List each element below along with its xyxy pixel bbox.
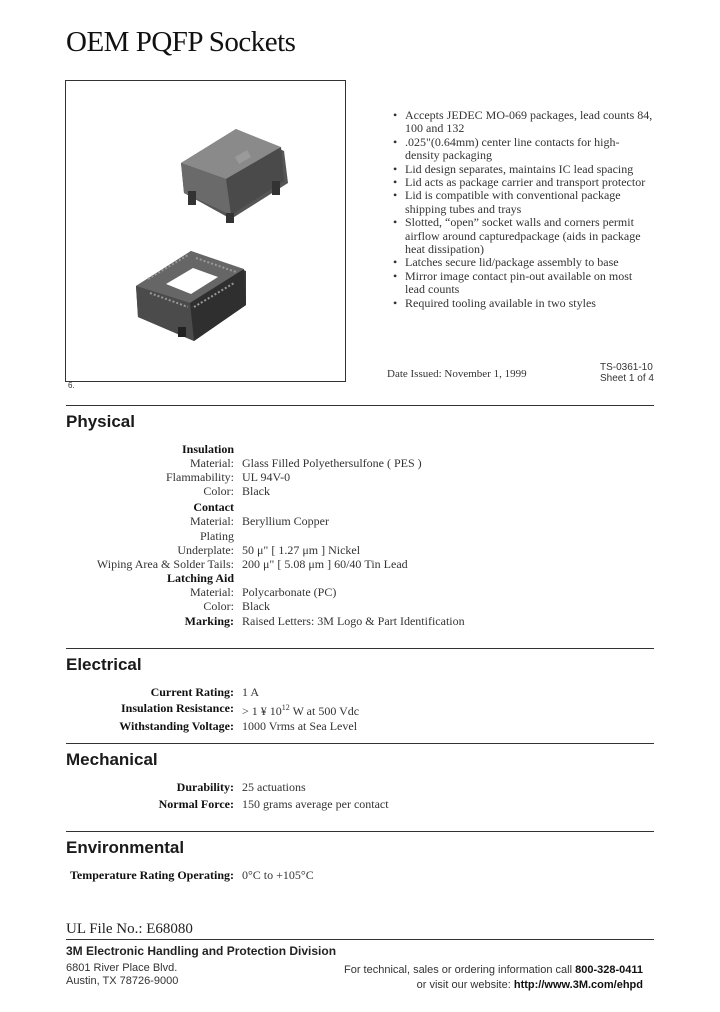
- address-line: Austin, TX 78726-9000: [66, 975, 179, 987]
- footer-divider: [66, 939, 654, 940]
- address-line: 6801 River Place Blvd.: [66, 962, 178, 974]
- photo-caption: 6.: [68, 381, 75, 390]
- spec-value: 25 actuations: [242, 780, 306, 794]
- spec-label: Material:: [190, 514, 234, 528]
- spec-row: [66, 868, 626, 882]
- spec-label: Temperature Rating Operating:: [70, 868, 234, 882]
- spec-value: Beryllium Copper: [242, 514, 329, 528]
- spec-label: Withstanding Voltage:: [119, 719, 234, 733]
- ul-file-number: UL File No.: E68080: [66, 921, 193, 937]
- product-photo-frame: [65, 80, 346, 382]
- spec-value: 1000 Vrms at Sea Level: [242, 719, 358, 733]
- website-link[interactable]: http://www.3M.com/ehpd: [513, 979, 643, 991]
- spec-label: Color:: [203, 599, 234, 613]
- phone-number[interactable]: 800-328-0411: [575, 964, 643, 976]
- spec-label: Current Rating:: [150, 685, 234, 699]
- date-issued: Date Issued: November 1, 1999: [387, 368, 527, 380]
- spec-row: [66, 685, 626, 699]
- spec-value: Black: [242, 484, 270, 498]
- mechanical-heading: Mechanical: [66, 750, 158, 769]
- spec-row: [66, 797, 626, 811]
- value-exponent: 12: [281, 703, 290, 712]
- feature-item: • .025"(0.64mm) center line contacts for high-density packaging: [393, 136, 653, 163]
- spec-label: Insulation: [181, 442, 234, 456]
- spec-row: [66, 557, 626, 571]
- spec-row: [66, 529, 626, 543]
- spec-row: [66, 599, 626, 613]
- spec-label: Normal Force:: [158, 797, 234, 811]
- spec-label: Underplate:: [177, 543, 234, 557]
- value-suffix: W at 500 Vdc: [289, 704, 360, 718]
- division-name: 3M Electronic Handling and Protection Division: [66, 944, 337, 958]
- spec-label: Latching Aid: [166, 571, 234, 585]
- spec-label: Flammability:: [166, 470, 234, 484]
- feature-item: • Lid is compatible with conventional package shipping tubes and trays: [393, 189, 653, 216]
- section-divider: [66, 743, 654, 744]
- spec-row: [66, 614, 626, 628]
- section-divider: [66, 831, 654, 832]
- feature-item: • Lid design separates, maintains IC lead spacing: [393, 163, 653, 176]
- spec-row: [66, 585, 626, 599]
- product-photo: [66, 81, 345, 381]
- spec-row: [66, 719, 626, 733]
- document-id: TS-0361-10: [600, 362, 653, 373]
- spec-value: Glass Filled Polyethersulfone ( PES ): [242, 456, 422, 470]
- spec-row: [66, 780, 626, 794]
- spec-row: [66, 470, 626, 484]
- feature-item: • Slotted, “open” socket walls and corners permit airflow around capturedpackage (aids in package heat dissipation): [393, 216, 653, 256]
- spec-label: Contact: [193, 500, 234, 514]
- spec-label: Marking:: [184, 614, 234, 628]
- spec-value: Raised Letters: 3M Logo & Part Identification: [242, 614, 465, 628]
- spec-label: Material:: [190, 585, 234, 599]
- electrical-heading: Electrical: [66, 655, 142, 674]
- sheet-number: Sheet 1 of 4: [600, 373, 654, 384]
- socket-lid-image: [181, 129, 288, 223]
- spec-value: 200 μ" [ 5.08 μm ] 60/40 Tin Lead: [242, 557, 408, 571]
- spec-value: 50 μ" [ 1.27 μm ] Nickel: [242, 543, 361, 557]
- spec-value: [242, 701, 359, 718]
- web-text: or visit our website:: [416, 979, 511, 991]
- spec-label: Color:: [203, 484, 234, 498]
- spec-value: UL 94V-0: [242, 470, 291, 484]
- feature-item: • Accepts JEDEC MO-069 packages, lead counts 84, 100 and 132: [393, 109, 653, 136]
- value-prefix: > 1 ¥ 10: [242, 704, 282, 718]
- spec-label: Insulation Resistance:: [120, 701, 234, 715]
- feature-item: • Lid acts as package carrier and transport protector: [393, 176, 653, 189]
- spec-row: [66, 484, 626, 498]
- section-divider: [66, 405, 654, 406]
- feature-item: • Required tooling available in two styles: [393, 297, 653, 310]
- spec-row: [66, 500, 626, 514]
- socket-base-image: [136, 251, 246, 341]
- section-divider: [66, 648, 654, 649]
- contact-text: For technical, sales or ordering information call: [343, 964, 573, 976]
- feature-item: • Mirror image contact pin-out available on most lead counts: [393, 270, 653, 297]
- spec-row: [66, 514, 626, 528]
- spec-row: [66, 701, 626, 718]
- document-number: [600, 362, 654, 384]
- spec-value: 1 A: [242, 685, 260, 699]
- spec-label: Durability:: [176, 780, 234, 794]
- feature-list: [393, 109, 653, 310]
- spec-row: [66, 442, 626, 456]
- environmental-heading: Environmental: [66, 838, 185, 857]
- spec-label: Plating: [199, 529, 234, 543]
- spec-label: Wiping Area & Solder Tails:: [96, 557, 234, 571]
- feature-item: • Latches secure lid/package assembly to base: [393, 256, 653, 269]
- spec-row: [66, 456, 626, 470]
- spec-row: [66, 571, 626, 585]
- spec-label: Material:: [190, 456, 234, 470]
- page-title: OEM PQFP Sockets: [66, 26, 296, 58]
- contact-phone-line: [344, 964, 643, 976]
- contact-web-line: [417, 979, 643, 991]
- spec-value: 0°C to +105°C: [242, 868, 314, 882]
- spec-value: 150 grams average per contact: [242, 797, 389, 811]
- spec-value: Black: [242, 599, 270, 613]
- physical-heading: Physical: [66, 412, 135, 431]
- spec-row: [66, 543, 626, 557]
- spec-value: Polycarbonate (PC): [242, 585, 337, 599]
